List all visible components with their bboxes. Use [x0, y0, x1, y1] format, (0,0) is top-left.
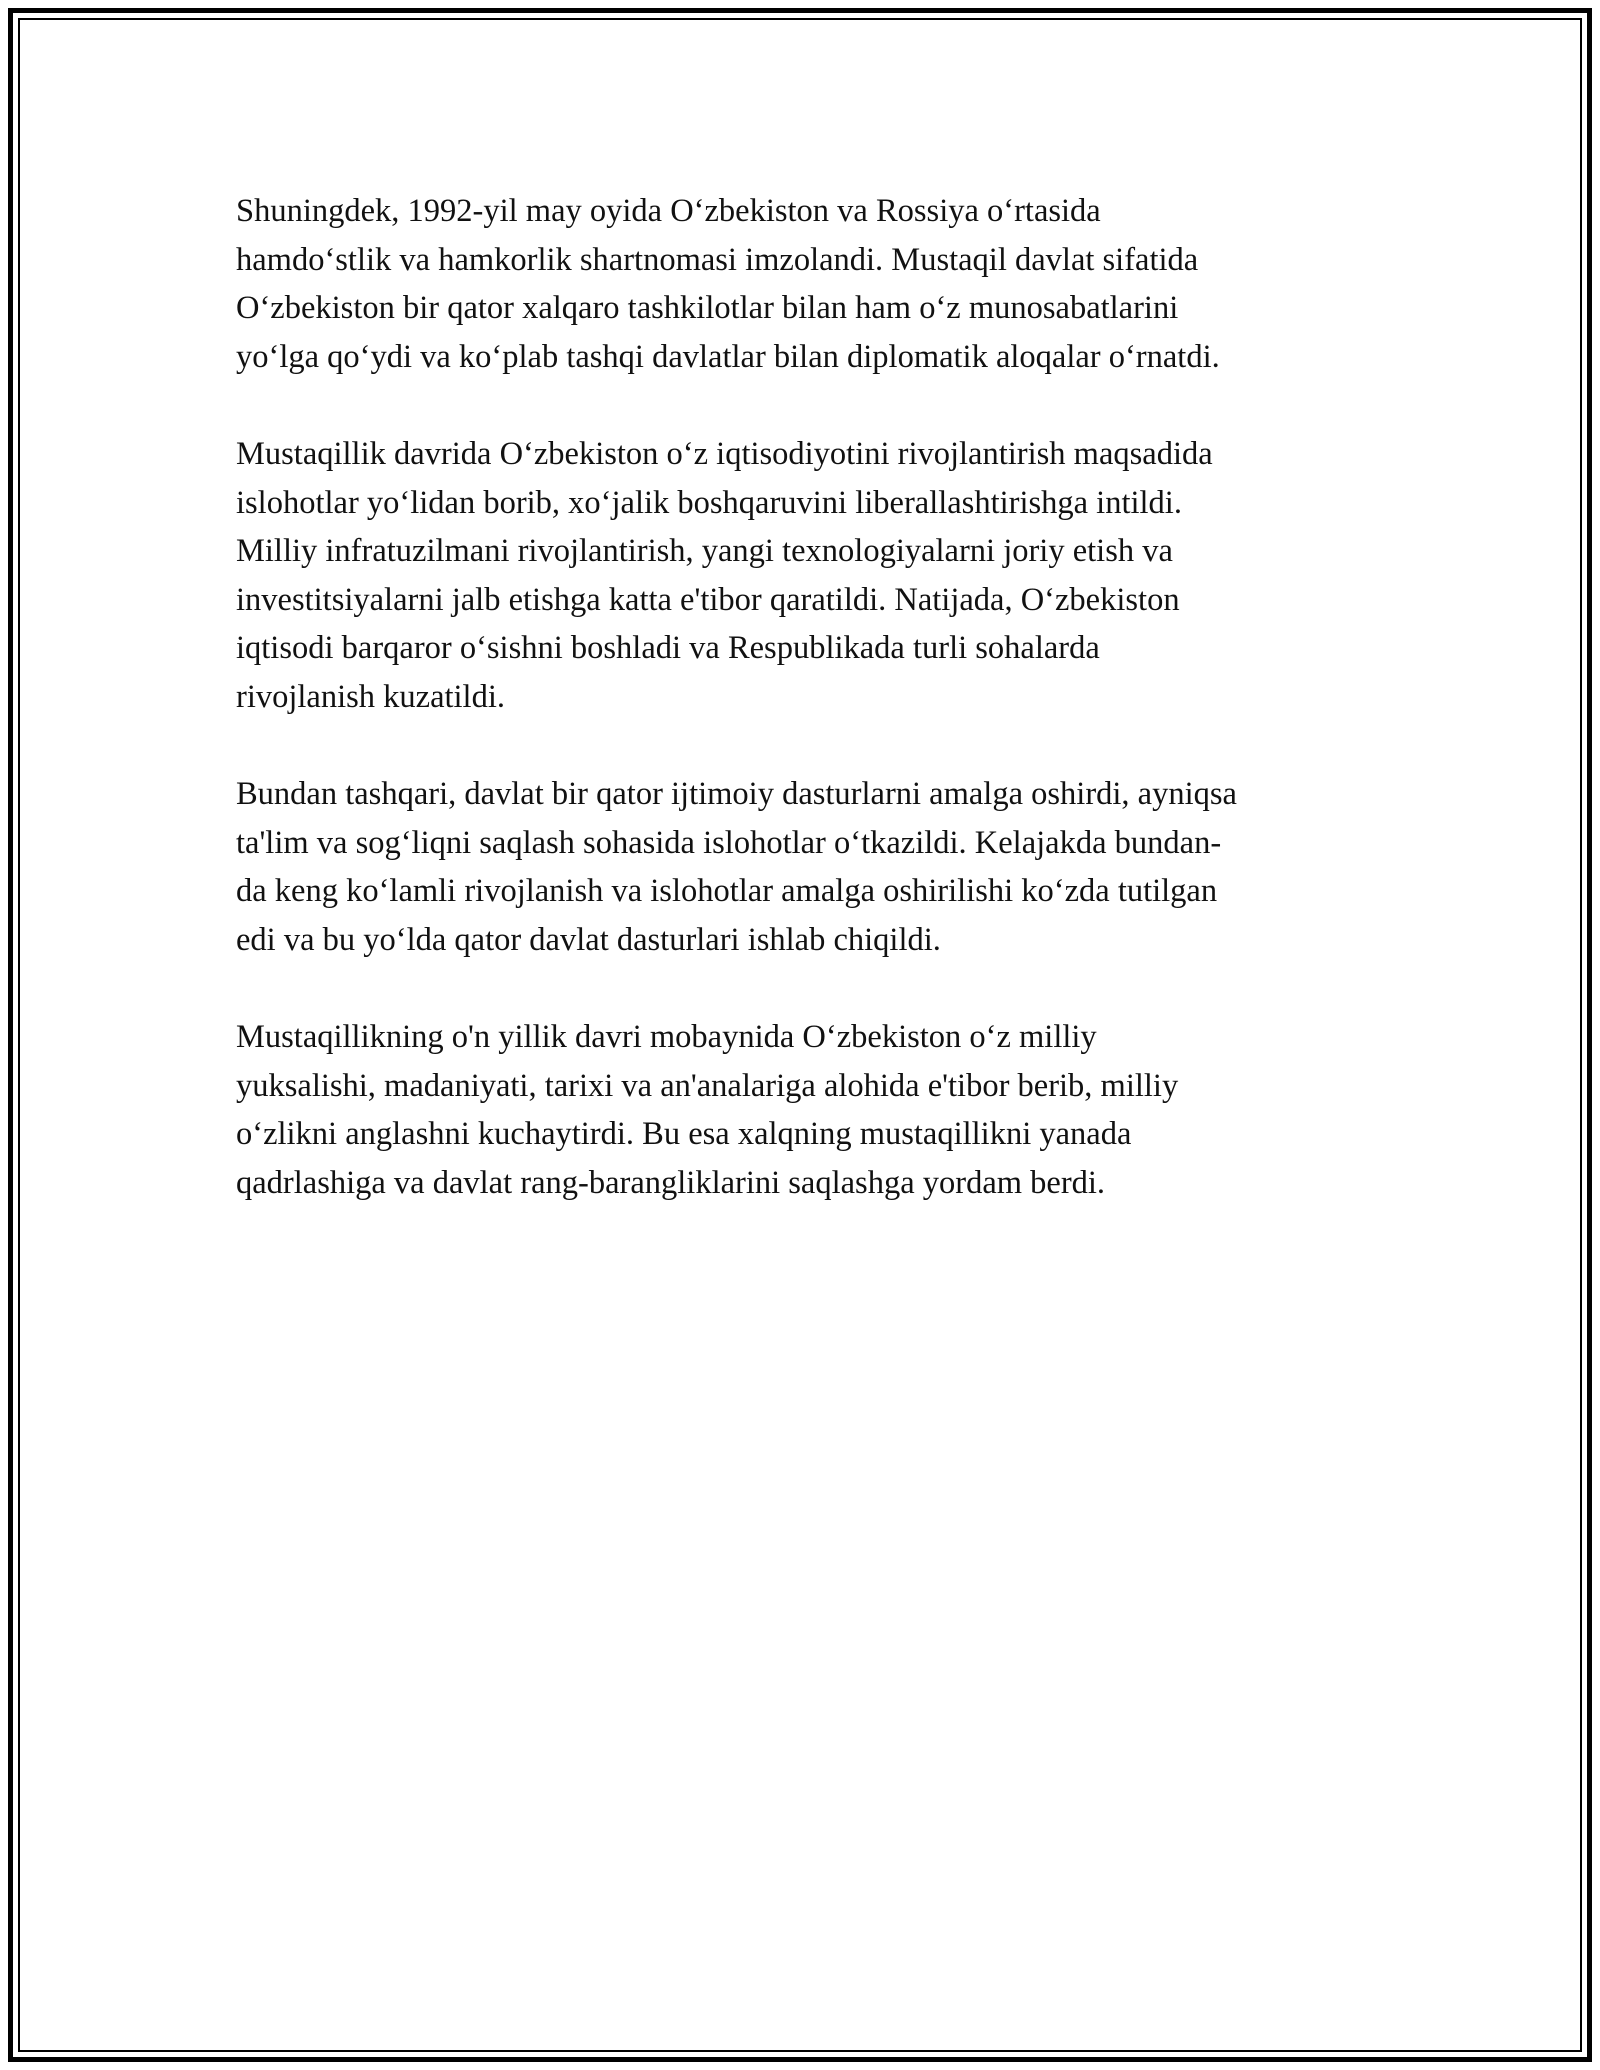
paragraph-1 — [236, 187, 1386, 381]
document-body — [236, 187, 1386, 1256]
paragraph-3 — [236, 770, 1386, 964]
paragraph-line: yuksalishi, madaniyati, tarixi va an'analariga alohida e'tibor berib, milliy — [236, 1067, 1179, 1104]
paragraph-line: rivojlanish kuzatildi. — [236, 678, 505, 715]
paragraph-line: Mustaqillikning o'n yillik davri mobaynida O‘zbekiston o‘z milliy — [236, 1019, 1097, 1055]
paragraph-line: iqtisodi barqaror o‘sishni boshladi va Respublikada turli sohalarda — [236, 630, 1100, 666]
paragraph-line: O‘zbekiston bir qator xalqaro tashkilotlar bilan ham o‘z munosabatlarini — [236, 290, 1179, 326]
paragraph-line: hamdo‘stlik va hamkorlik shartnomasi imzolandi. Mustaqil davlat sifatida — [236, 241, 1199, 278]
paragraph-4 — [236, 1013, 1386, 1207]
paragraph-2 — [236, 430, 1386, 721]
paragraph-line: da keng ko‘lamli rivojlanish va islohotlar amalga oshirilishi ko‘zda tutilgan — [236, 873, 1218, 909]
paragraph-line: ta'lim va sog‘liqni saqlash sohasida islohotlar o‘tkazildi. Kelajakda bundan- — [236, 824, 1222, 861]
paragraph-line: islohotlar yo‘lidan borib, xo‘jalik boshqaruvini liberallashtirishga intildi. — [236, 484, 1182, 521]
paragraph-line: Shuningdek, 1992-yil may oyida O‘zbekiston va Rossiya o‘rtasida — [236, 193, 1101, 229]
paragraph-line: Milliy infratuzilmani rivojlantirish, yangi texnologiyalarni joriy etish va — [236, 533, 1173, 569]
paragraph-line: o‘zlikni anglashni kuchaytirdi. Bu esa xalqning mustaqillikni yanada — [236, 1116, 1132, 1152]
paragraph-line: edi va bu yo‘lda qator davlat dasturlari ishlab chiqildi. — [236, 921, 941, 958]
paragraph-line: yo‘lga qo‘ydi va ko‘plab tashqi davlatlar bilan diplomatik aloqalar o‘rnatdi. — [236, 338, 1220, 375]
paragraph-line: Bundan tashqari, davlat bir qator ijtimoiy dasturlarni amalga oshirdi, ayniqsa — [236, 776, 1237, 812]
paragraph-line: Mustaqillik davrida O‘zbekiston o‘z iqtisodiyotini rivojlantirish maqsadida — [236, 436, 1213, 472]
paragraph-line: investitsiyalarni jalb etishga katta e'tibor qaratildi. Natijada, O‘zbekiston — [236, 581, 1180, 618]
paragraph-line: qadrlashiga va davlat rang-barangliklarini saqlashga yordam berdi. — [236, 1164, 1106, 1201]
